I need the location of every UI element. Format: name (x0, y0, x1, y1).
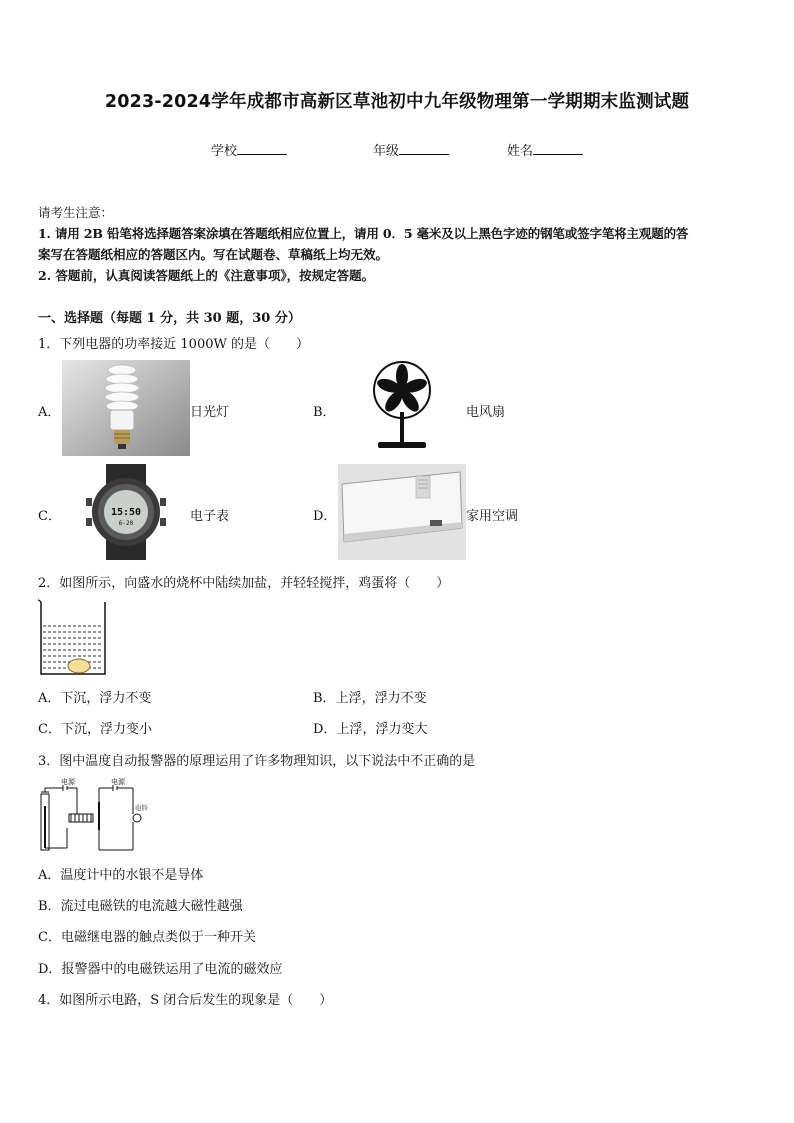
q1-option-c-label: 电子表 (190, 509, 230, 524)
school-blank[interactable] (237, 142, 287, 155)
q2-option-b[interactable]: B．上浮，浮力不变 (313, 691, 427, 706)
grade-blank[interactable] (399, 142, 449, 155)
notice-heading: 请考生注意： (38, 205, 114, 220)
watch-time-display: 15:50 (110, 507, 142, 518)
q1-option-a-label: 日光灯 (190, 405, 230, 420)
air-conditioner-image (338, 464, 466, 560)
q3-option-c[interactable]: C．电磁继电器的触点类似于一种开关 (38, 930, 256, 945)
notice-item-2: 2. 答题前，认真阅读答题纸上的《注意事项》，按规定答题。 (38, 268, 375, 283)
fluorescent-lamp-image (62, 360, 190, 456)
question-3-stem: 3．图中温度自动报警器的原理运用了许多物理知识，以下说法中不正确的是 (38, 754, 476, 769)
grade-label: 年级 (373, 144, 400, 159)
diagram-label-bell: 电铃 (135, 804, 148, 812)
q1-option-b-letter[interactable]: B． (313, 405, 336, 420)
question-2-stem: 2．如图所示，向盛水的烧杯中陆续加盐，并轻轻搅拌，鸡蛋将（ ） (38, 576, 450, 591)
q2-option-d[interactable]: D．上浮，浮力变大 (313, 722, 428, 737)
grade-field[interactable] (373, 140, 449, 159)
electric-fan-image (338, 360, 466, 456)
electronic-watch-image (62, 464, 190, 560)
name-field[interactable] (507, 140, 583, 159)
q1-option-d-label: 家用空调 (466, 509, 519, 524)
beaker-egg-diagram (37, 598, 109, 678)
q2-option-c[interactable]: C．下沉，浮力变小 (38, 722, 152, 737)
section-heading: 一、选择题（每题 1 分，共 30 题，30 分） (38, 311, 301, 326)
school-field[interactable] (211, 140, 287, 159)
name-blank[interactable] (533, 142, 583, 155)
q1-option-a-letter[interactable]: A． (38, 405, 61, 420)
q2-option-a[interactable]: A．下沉，浮力不变 (38, 691, 152, 706)
question-4-stem: 4．如图所示电路，S 闭合后发生的现象是（ ） (38, 993, 333, 1008)
temperature-alarm-circuit-diagram (37, 776, 159, 854)
q1-option-c-letter[interactable]: C． (38, 509, 61, 524)
page-title: 2023-2024学年成都市高新区草池初中九年级物理第一学期期末监测试题 (104, 92, 690, 112)
notice-item-1-line-1: 1. 请用 2B 铅笔将选择题答案涂填在答题纸相应位置上，请用 0．5 毫米及以上黑色字迹的钢笔或签字笔将主观题的答 (38, 226, 689, 241)
watch-small-display: 6-20 (118, 520, 134, 527)
notice-item-1-line-2: 案写在答题纸相应的答题区内。写在试题卷、草稿纸上均无效。 (38, 247, 389, 262)
q1-option-d-letter[interactable]: D． (313, 509, 337, 524)
school-label: 学校 (211, 144, 238, 159)
question-1-stem: 1．下列电器的功率接近 1000W 的是（ ） (38, 337, 309, 352)
q3-option-a[interactable]: A．温度计中的水银不是导体 (38, 868, 204, 883)
diagram-label-source-2: 电源 (111, 778, 125, 786)
q1-option-b-label: 电风扇 (466, 405, 506, 420)
diagram-label-source-1: 电源 (61, 778, 75, 786)
q3-option-d[interactable]: D．报警器中的电磁铁运用了电流的磁效应 (38, 962, 283, 977)
q3-option-b[interactable]: B．流过电磁铁的电流越大磁性越强 (38, 899, 243, 914)
name-label: 姓名 (507, 144, 534, 159)
